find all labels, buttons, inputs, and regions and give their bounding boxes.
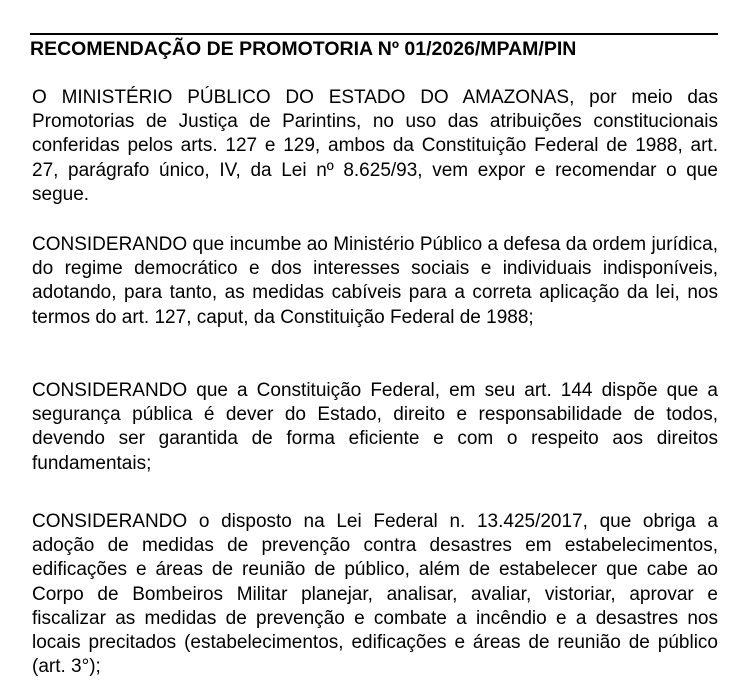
- paragraph-considerando-3: CONSIDERANDO o disposto na Lei Federal n. 13.425/2017, que obriga a adoção de medidas de prevenção contra desastres em estabelecimentos, edificações e áreas de reunião de público, além de estabelecer que cabe ao Corpo de Bombeiros Militar planejar, analisar, avaliar, vistoriar, aprovar e fiscalizar as medidas de prevenção e combate a incêndio e a desastres nos locais precitados (estabelecimentos, edificações e áreas de reunião de público (art. 3°);: [32, 511, 718, 678]
- paragraph-considerando-2: CONSIDERANDO que a Constituição Federal, em seu art. 144 dispõe que a segurança pública é dever do Estado, direito e responsabilidade de todos, devendo ser garantida de forma eficiente e com o respeito aos direitos fundamentais;: [32, 380, 718, 474]
- paragraph-considerando-1: CONSIDERANDO que incumbe ao Ministério Público a defesa da ordem jurídica, do regime democrático e dos interesses sociais e individuais indisponíveis, adotando, para tanto, as medidas cabíveis para a correta aplicação da lei, nos termos do art. 127, caput, da Constituição Federal de 1988;: [32, 234, 718, 328]
- title-top-rule: [30, 33, 718, 35]
- document-title: RECOMENDAÇÃO DE PROMOTORIA Nº 01/2026/MPAM/PIN: [30, 38, 577, 60]
- paragraph-preamble: O MINISTÉRIO PÚBLICO DO ESTADO DO AMAZONAS, por meio das Promotorias de Justiça de Parintins, no uso das atribuições constitucionais conferidas pelos arts. 127 e 129, ambos da Constituição Federal de 1988, art. 27, parágrafo único, IV, da Lei nº 8.625/93, vem expor e recomendar o que segue.: [32, 87, 718, 205]
